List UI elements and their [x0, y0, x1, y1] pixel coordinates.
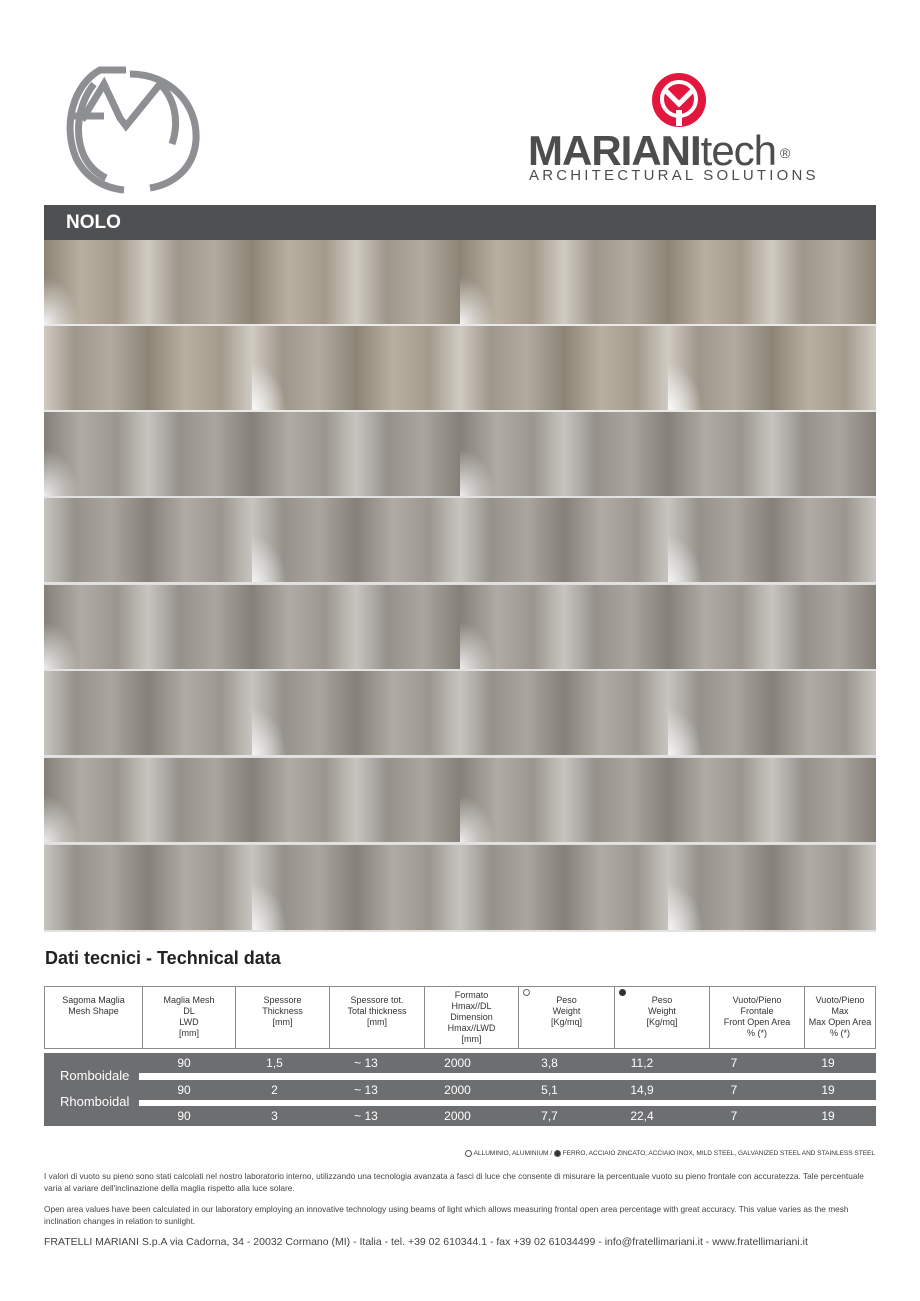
cell: 90 — [177, 1056, 191, 1070]
cell: 90 — [177, 1109, 191, 1123]
steel-dot-icon — [619, 989, 626, 996]
cell: ~ 13 — [354, 1109, 378, 1123]
table-row — [139, 1106, 876, 1126]
cell: 7 — [730, 1109, 738, 1123]
mesh-product-image — [44, 240, 876, 932]
cell: 2000 — [444, 1083, 471, 1097]
cell: 7,7 — [541, 1109, 558, 1123]
product-title-bar: NOLO — [44, 205, 876, 240]
cell: 5,1 — [541, 1083, 558, 1097]
header-thickness: Spessore Thickness [mm] — [236, 987, 330, 1049]
cell: 1,5 — [266, 1056, 283, 1070]
cell: 2000 — [444, 1109, 471, 1123]
note-english: Open area values have been calculated in our laboratory employing an innovative technology using beams of light which allows measuring frontal open area percentage with great accuracy. This value varies as the mesh inclination changes in relation to sunlight. — [44, 1204, 849, 1226]
mesh-shape-cell — [44, 1053, 139, 1126]
cell: 14,9 — [630, 1083, 654, 1097]
cell: 90 — [177, 1083, 191, 1097]
cell: 2000 — [444, 1056, 471, 1070]
cell: 11,2 — [630, 1056, 654, 1070]
brand-name: MARIANItech ® — [528, 127, 790, 174]
header-mesh-size: Maglia Mesh DL LWD [mm] — [143, 987, 236, 1049]
company-footer: FRATELLI MARIANI S.p.A via Cadorna, 34 - 20032 Cormano (MI) - Italia - tel. +39 02 610344.1 - fax +39 02 61034499 - info@fratellimariani.it - www.fratellimariani.it — [44, 1236, 808, 1248]
cell: 19 — [821, 1083, 835, 1097]
fm-monogram-logo — [60, 64, 202, 194]
brand-tagline: ARCHITECTURAL SOLUTIONS — [529, 167, 819, 184]
cell: ~ 13 — [354, 1056, 378, 1070]
shape-label-it: Romboidale — [60, 1068, 130, 1083]
cell: 19 — [821, 1109, 835, 1123]
table-row — [139, 1080, 876, 1100]
cell: 3 — [271, 1109, 278, 1123]
section-title: Dati tecnici - Technical data — [45, 948, 281, 968]
cell: 7 — [730, 1056, 738, 1070]
aluminium-circle-icon — [465, 1150, 472, 1157]
header-weight-steel: Peso Weight [Kg/mq] — [615, 987, 710, 1049]
cell: 19 — [821, 1056, 835, 1070]
technical-data-header — [44, 986, 876, 1049]
header-max-open-area: Vuoto/Pieno Max Max Open Area % (*) — [805, 987, 876, 1049]
cell: ~ 13 — [354, 1083, 378, 1097]
legend-aluminium: ALLUMINIO, ALUMINIUM / — [473, 1150, 553, 1158]
header-total-thickness: Spessore tot. Total thickness [mm] — [330, 987, 425, 1049]
header-dimension: Formato Hmax//DL Dimension Hmax//LWD [mm] — [425, 987, 519, 1049]
marianitech-logo — [528, 70, 848, 185]
cell: 22,4 — [630, 1109, 654, 1123]
header-mesh-shape: Sagoma Maglia Mesh Shape — [45, 987, 143, 1049]
header-weight-aluminium: Peso Weight [Kg/mq] — [519, 987, 615, 1049]
table-row — [139, 1053, 876, 1073]
mariani-m-disc-icon — [651, 72, 707, 128]
header-front-open-area: Vuoto/Pieno Frontale Front Open Area % (*) — [710, 987, 805, 1049]
shape-label-en: Rhomboidal — [60, 1094, 130, 1109]
cell: 2 — [271, 1083, 278, 1097]
material-legend — [465, 1150, 875, 1157]
steel-dot-icon — [554, 1150, 561, 1157]
legend-steel: FERRO, ACCIAIO ZINCATO, ACCIAIO INOX, MILD STEEL, GALVANIZED STEEL AND STAINLESS STEEL — [562, 1150, 875, 1158]
cell: 7 — [730, 1083, 738, 1097]
note-italian: I valori di vuoto su pieno sono stati calcolati nel nostro laboratorio interno, utilizzando una tecnologia avanzata a fasci di luce che consente di misurare la percentuale vuoto su pieno frontale con accuratezza. Tale percentuale varia al variare dell'inclinazione della maglia rispetto alla luce solare. — [44, 1171, 864, 1193]
aluminium-circle-icon — [523, 989, 530, 996]
cell: 3,8 — [541, 1056, 558, 1070]
